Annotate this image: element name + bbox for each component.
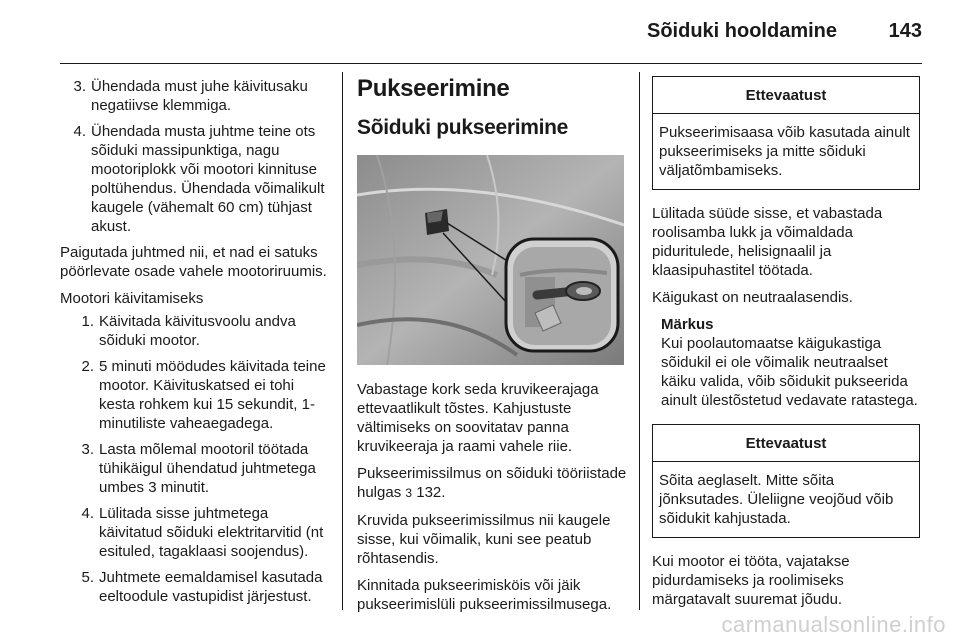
section-title: Sõiduki hooldamine — [646, 20, 837, 42]
column-divider — [639, 72, 640, 610]
paragraph: Vabastage kork seda kruvikeerajaga ettevaatlikult tõstes. Kahjustuste vältimiseks on soovitatav panna kruvikeeraja ja raami vahele riie. — [357, 381, 599, 455]
paragraph: Kinnitada pukseerimisköis või jäik pukseerimislüli pukseerimissilmusega. — [357, 577, 612, 613]
warning-title: Ettevaatust — [653, 77, 919, 114]
page-reference: 132. — [416, 484, 446, 501]
column-divider — [342, 72, 343, 610]
header-divider — [60, 63, 922, 64]
paragraph: Mootori käivitamiseks — [60, 290, 204, 307]
paragraph: Kruvida pukseerimissilmus nii kaugele sisse, kui võimalik, kuni see peatub rõhtasendis. — [357, 512, 611, 567]
list-text: 5 minuti möödudes käivitada teine mootor. Käivituskatsed ei tohi kesta rohkem kui 15 sekundit, 1-minutiliste vaheaegadega. — [99, 358, 326, 432]
paragraph — [357, 464, 627, 503]
warning-text: Sõita aeglaselt. Mitte sõita jõnksutades. Üleliigne veojõud võib sõidukit kahjustada. — [659, 472, 894, 527]
list-text: Juhtmete eemaldamisel kasutada eeltoodule vastupidist järjestust. — [99, 569, 323, 605]
numbered-list — [60, 77, 332, 236]
list-number: 5. — [81, 569, 94, 586]
list-item — [60, 77, 332, 115]
paragraph: Kui mootor ei tööta, vajatakse pidurdamiseks ja roolimiseks märgatavalt suuremat jõudu. — [652, 553, 850, 608]
list-number: 1. — [81, 313, 94, 330]
list-number: 3. — [81, 441, 94, 458]
page-reference-icon: 3 — [405, 486, 413, 500]
list-text: Ühendada musta juhtme teine ots sõiduki massipunktiga, nagu mootoriplokk või mootori kinnituse poltühendus. Ühendada võimalikult kaugele (vähemalt 60 cm) tühjast akust. — [91, 123, 325, 235]
note-title: Märkus — [661, 316, 714, 333]
list-number: 2. — [81, 358, 94, 375]
section-heading: Sõiduki pukseerimine — [357, 116, 569, 139]
paragraph: Lülitada süüde sisse, et vabastada roolisamba lukk ja võimaldada piduritulede, helisignaalil ja klaasipuhastitel töötada. — [652, 205, 883, 279]
warning-box — [652, 424, 920, 538]
numbered-list — [68, 312, 332, 606]
note-text: Kui poolautomaatse käigukastiga sõidukil ei ole võimalik neutraalset käiku valida, võib sõidukit pukseerida ainult ülestõstetud vedavate ratastega. — [661, 335, 918, 409]
page-heading: Pukseerimine — [357, 75, 510, 102]
note — [661, 315, 920, 410]
paragraph-text: Pukseerimissilmus on sõiduki tööriistade hulgas — [357, 465, 627, 501]
warning-box — [652, 76, 920, 190]
list-number: 3. — [73, 78, 86, 95]
list-item — [68, 504, 332, 561]
list-text: Lasta mõlemal mootoril töötada tühikäigul ühendatud juhtmetega umbes 3 minutit. — [99, 441, 316, 496]
list-item — [60, 122, 332, 236]
list-item — [68, 312, 332, 350]
list-number: 4. — [73, 123, 86, 140]
right-column — [652, 76, 920, 617]
list-item — [68, 568, 332, 606]
towing-eye-cover-illustration — [357, 155, 624, 365]
left-column — [60, 77, 332, 613]
paragraph: Käigukast on neutraalasendis. — [652, 289, 853, 306]
page-number: 143 — [888, 20, 922, 42]
middle-column — [357, 75, 627, 622]
watermark: carmanualsonline.info — [721, 612, 946, 637]
list-text: Lülitada sisse juhtmetega käivitatud sõiduki elektritarvitid (nt esituled, tagaklaasi soojendus). — [99, 505, 324, 560]
list-item — [68, 357, 332, 433]
warning-text: Pukseerimisaasa võib kasutada ainult pukseerimiseks ja mitte sõiduki väljatõmbamiseks. — [659, 124, 910, 179]
list-text: Ühendada must juhe käivitusaku negatiivse klemmiga. — [91, 78, 308, 114]
list-item — [68, 440, 332, 497]
list-number: 4. — [81, 505, 94, 522]
list-text: Käivitada käivitusvoolu andva sõiduki mootor. — [99, 313, 296, 349]
paragraph: Paigutada juhtmed nii, et nad ei satuks pöörlevate osade vahele mootoriruumis. — [60, 244, 327, 280]
warning-title: Ettevaatust — [653, 425, 919, 462]
